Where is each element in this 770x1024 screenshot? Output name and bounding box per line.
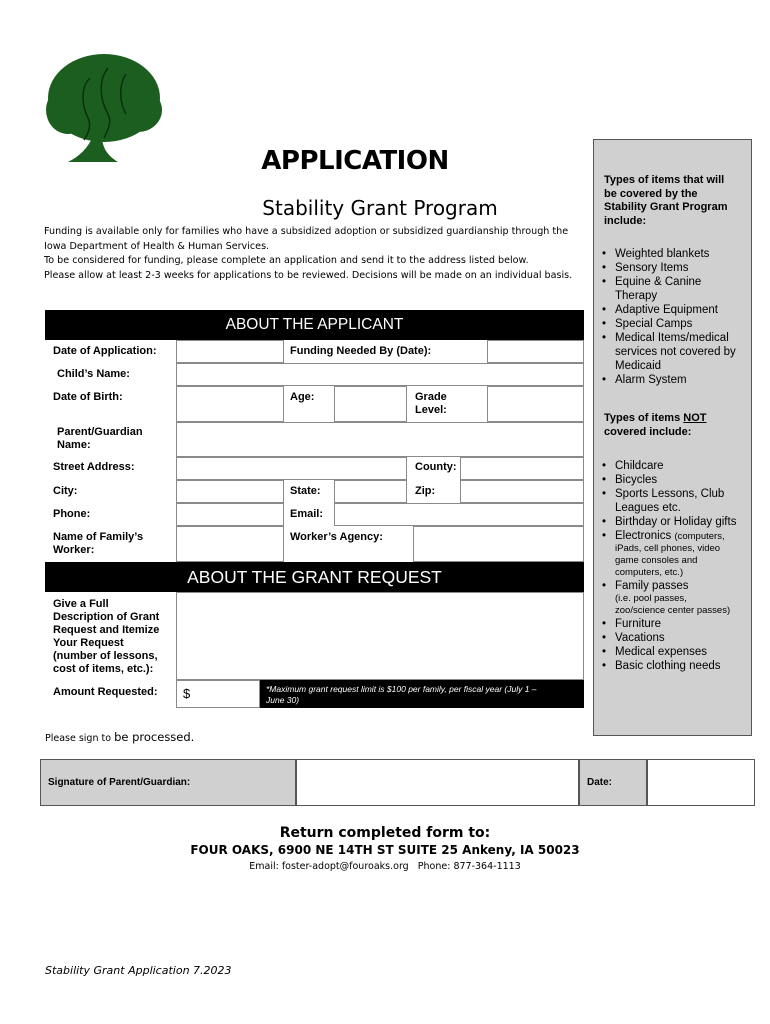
not-covered-item [594, 631, 752, 645]
grant-section-header [45, 562, 584, 592]
grant-description-line: Request and Itemize [53, 624, 160, 636]
childs-name-label: Child’s Name: [57, 368, 130, 380]
not-covered-item-note: (i.e. pool passes, [615, 593, 687, 604]
covered-heading-line: be covered by the [604, 187, 698, 200]
currency-symbol: $ [183, 686, 191, 701]
family-worker-line: Name of Family’s [53, 531, 144, 543]
not-covered-item-line: • Basic clothing needs [615, 660, 721, 672]
state-field[interactable] [334, 480, 407, 503]
signature-field[interactable] [296, 759, 579, 806]
phone-field[interactable] [176, 503, 284, 526]
intro-line: Funding is available only for families who have a subsidized adoption or subsidized guardianship through the [44, 226, 569, 237]
not-covered-item-line: • Family passes [615, 580, 689, 592]
phone-label: Phone: [53, 508, 91, 520]
covered-item-line: • Medical Items/medical [615, 332, 729, 344]
not-covered-item [594, 659, 752, 673]
not-covered-item-note: (computers, [674, 531, 725, 542]
county-field[interactable] [460, 457, 584, 480]
not-covered-item-line: • Childcare [615, 460, 664, 472]
items-sidebar [593, 139, 752, 736]
covered-item [594, 303, 752, 317]
parent-guardian-line: Parent/Guardian [57, 426, 143, 438]
return-address: FOUR OAKS, 6900 NE 14TH ST SUITE 25 Ankeny, IA 50023 [190, 843, 580, 857]
date-of-birth-field[interactable] [176, 386, 284, 422]
covered-item-line: • Weighted blankets [615, 248, 710, 260]
applicant-section-title: ABOUT THE APPLICANT [225, 316, 404, 333]
not-covered-item-line: • Birthday or Holiday gifts [615, 516, 737, 528]
phone-label: Phone: [417, 861, 451, 872]
not-covered-heading-b: NOT [683, 412, 707, 424]
grant-description-line: Description of Grant [53, 611, 160, 623]
family-worker-field[interactable] [176, 526, 284, 562]
signature-date-field[interactable] [647, 759, 755, 806]
not-covered-item-note: game consoles and [615, 555, 698, 566]
grade-level-label [415, 391, 447, 417]
intro-text [44, 225, 584, 283]
covered-item-line: • Special Camps [615, 318, 693, 330]
not-covered-item-line: • Vacations [615, 632, 665, 644]
applicant-section-header [45, 310, 584, 340]
grade-level-line: Grade [415, 391, 447, 403]
covered-heading-line: include: [604, 214, 647, 227]
covered-item-line: services not covered by [615, 346, 736, 358]
covered-item [594, 247, 752, 261]
street-address-field[interactable] [176, 457, 407, 480]
not-covered-item [594, 579, 752, 617]
childs-name-field[interactable] [176, 363, 584, 386]
not-covered-item-note: iPads, cell phones, video [615, 543, 721, 554]
age-field[interactable] [334, 386, 407, 422]
city-field[interactable] [176, 480, 284, 503]
email-field[interactable] [334, 503, 584, 526]
not-covered-item-line: • Medical expenses [615, 646, 708, 658]
not-covered-item-line: Leagues etc. [615, 502, 681, 514]
family-worker-label [53, 531, 143, 557]
amount-requested-field[interactable] [176, 680, 260, 708]
parent-guardian-label [57, 426, 143, 452]
state-label: State: [290, 485, 321, 497]
not-covered-item-note: zoo/science center passes) [615, 605, 731, 616]
workers-agency-field[interactable] [413, 526, 584, 562]
county-label: County: [415, 461, 457, 473]
funding-needed-by-field[interactable] [487, 340, 584, 363]
grant-limit-line: *Maximum grant request limit is $100 per family, per fiscal year (July 1 – [266, 684, 537, 694]
email-address[interactable]: foster-adopt@fouroaks.org [281, 861, 409, 872]
contact-line [150, 861, 620, 872]
not-covered-item [594, 617, 752, 631]
tree-logo [38, 48, 168, 168]
grant-limit-note [260, 680, 584, 708]
covered-items-list [594, 247, 752, 387]
family-worker-line: Worker: [53, 544, 95, 556]
not-covered-item-line: • Sports Lessons, Club [615, 488, 725, 500]
not-covered-heading-a: Types of items [604, 412, 684, 424]
age-label: Age: [290, 391, 315, 403]
date-of-application-field[interactable] [176, 340, 284, 363]
date-of-birth-label: Date of Birth: [53, 391, 123, 403]
date-label-cell [579, 759, 647, 806]
program-subtitle: Stability Grant Program [262, 196, 498, 220]
grant-description-label [53, 598, 159, 676]
email-label: Email: [290, 508, 324, 520]
grant-section-title: ABOUT THE GRANT REQUEST [187, 567, 442, 587]
not-covered-items-list [594, 459, 752, 673]
covered-item-line: Therapy [615, 290, 658, 302]
not-covered-item-note: computers, etc.) [615, 567, 684, 578]
covered-item-line: • Equine & Canine [615, 276, 702, 288]
not-covered-heading-line: covered include: [604, 425, 692, 438]
not-covered-heading [604, 412, 707, 439]
workers-agency-label: Worker’s Agency: [290, 531, 383, 543]
grant-description-line: (number of lessons, [53, 650, 158, 662]
street-address-label: Street Address: [53, 461, 135, 473]
covered-item [594, 261, 752, 275]
grant-description-line: cost of items, etc.): [53, 663, 154, 675]
not-covered-item-line: • Electronics (computers, [615, 530, 725, 542]
email-label: Email: [249, 861, 279, 872]
date-label: Date: [587, 777, 613, 788]
covered-item [594, 331, 752, 373]
not-covered-heading-line [604, 412, 707, 426]
date-of-application-label: Date of Application: [53, 345, 157, 357]
not-covered-item [594, 487, 752, 515]
not-covered-item [594, 515, 752, 529]
sign-note-b: be processed. [114, 730, 195, 744]
intro-line: Iowa Department of Health & Human Services. [44, 240, 270, 252]
covered-heading-line: Stability Grant Program [604, 201, 728, 213]
parent-guardian-line: Name: [57, 439, 91, 451]
covered-item-line: • Alarm System [615, 374, 687, 386]
covered-item-line: Medicaid [615, 360, 662, 372]
form-version: Stability Grant Application 7.2023 [45, 964, 232, 977]
covered-item [594, 275, 752, 303]
grade-level-line: Level: [415, 404, 447, 416]
signature-label: Signature of Parent/Guardian: [48, 777, 191, 788]
grant-limit-line: June 30) [266, 695, 300, 705]
parent-guardian-field[interactable] [176, 422, 584, 457]
grade-level-field[interactable] [487, 386, 584, 422]
amount-requested-label: Amount Requested: [53, 686, 158, 698]
sign-note-a: Please sign to [45, 733, 112, 744]
covered-heading-line: Types of items that will [604, 174, 725, 186]
not-covered-item-line: • Bicycles [615, 474, 658, 486]
covered-item-line: • Adaptive Equipment [615, 304, 718, 316]
page-title: APPLICATION [261, 146, 449, 176]
not-covered-item [594, 473, 752, 487]
not-covered-item [594, 645, 752, 659]
grant-description-line: Your Request [53, 637, 124, 649]
zip-field[interactable] [460, 480, 584, 503]
intro-line: To be considered for funding, please complete an application and send it to the address listed below. [44, 255, 529, 266]
funding-needed-by-label: Funding Needed By (Date): [290, 345, 432, 357]
covered-item [594, 373, 752, 387]
city-label: City: [53, 485, 78, 497]
not-covered-item [594, 529, 752, 579]
covered-item [594, 317, 752, 331]
not-covered-item-line: • Furniture [615, 618, 662, 630]
sign-note [45, 730, 194, 744]
grant-description-field[interactable] [176, 592, 584, 680]
not-covered-item [594, 459, 752, 473]
phone-number: 877-364-1113 [453, 861, 521, 872]
grant-description-line: Give a Full [53, 598, 109, 610]
zip-label: Zip: [415, 485, 436, 497]
signature-label-cell [40, 759, 296, 806]
covered-item-line: • Sensory Items [615, 262, 689, 274]
covered-heading [604, 174, 727, 228]
return-heading: Return completed form to: [279, 825, 491, 841]
intro-line: Please allow at least 2-3 weeks for applications to be reviewed. Decisions will be made on an individual basis. [44, 269, 573, 281]
